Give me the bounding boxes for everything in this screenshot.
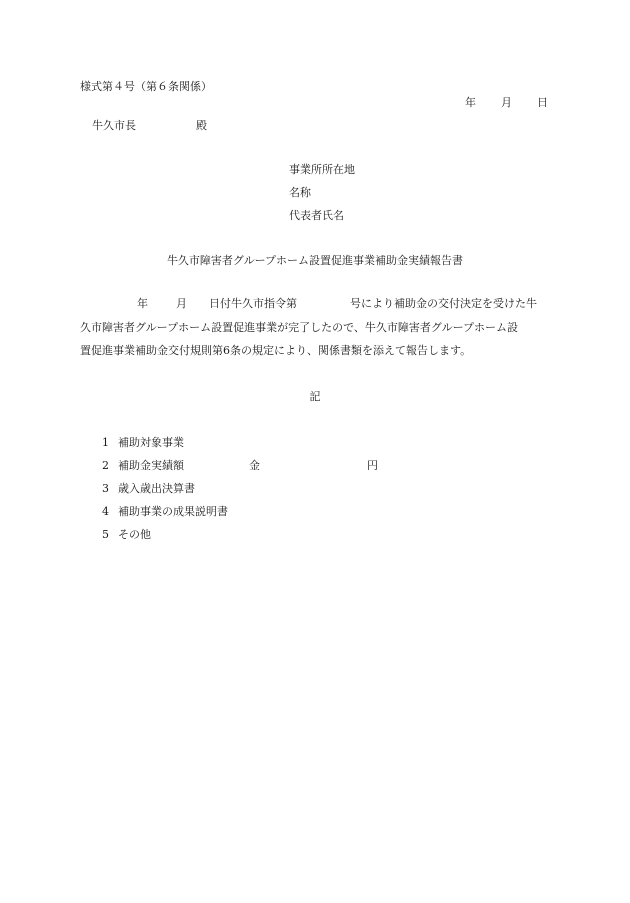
body-text-a: 日付牛久市指令第: [209, 297, 297, 310]
body-line-1: [80, 297, 550, 321]
item-label: 補助対象事業: [118, 436, 184, 449]
applicant-block: [289, 163, 355, 232]
amount-suffix: 円: [367, 459, 378, 472]
item-number: 1: [102, 436, 109, 449]
item-number: 3: [102, 482, 109, 495]
form-number: 様式第４号（第６条関係）: [80, 80, 212, 93]
date-year-label: 年: [465, 96, 476, 109]
addressee-honorific: 殿: [196, 119, 207, 132]
amount-prefix: 金: [249, 459, 260, 472]
item-label: 歳入歳出決算書: [118, 482, 195, 495]
item-label: 補助金実績額: [118, 459, 184, 472]
applicant-name-label: 名称: [289, 186, 311, 199]
date-day-label: 日: [537, 96, 548, 109]
item-number: 2: [102, 459, 109, 472]
date-month-label: 月: [501, 96, 512, 109]
item-number: 4: [102, 505, 109, 518]
body-line-2: 久市障害者グループホーム設置促進事業が完了したので、牛久市障害者グループホーム設: [80, 320, 519, 334]
body-text: [80, 297, 550, 368]
body-year-label: 年: [137, 297, 148, 310]
body-text-b: 号により補助金の交付決定を受けた牛: [350, 297, 537, 310]
representative-label: 代表者氏名: [289, 209, 344, 222]
item-number: 5: [102, 528, 109, 541]
body-month-label: 月: [176, 297, 187, 310]
ki-heading: 記: [309, 390, 321, 403]
item-label: その他: [118, 528, 151, 541]
office-address-label: 事業所所在地: [289, 163, 355, 176]
addressee-name: 牛久市長: [92, 119, 136, 132]
report-title: 牛久市障害者グループホーム設置促進事業補助金実績報告書: [166, 254, 464, 267]
body-line-3: 置促進事業補助金交付規則第6条の規定により、関係書類を添えて報告します。: [80, 344, 472, 357]
item-label: 補助事業の成果説明書: [118, 505, 228, 518]
